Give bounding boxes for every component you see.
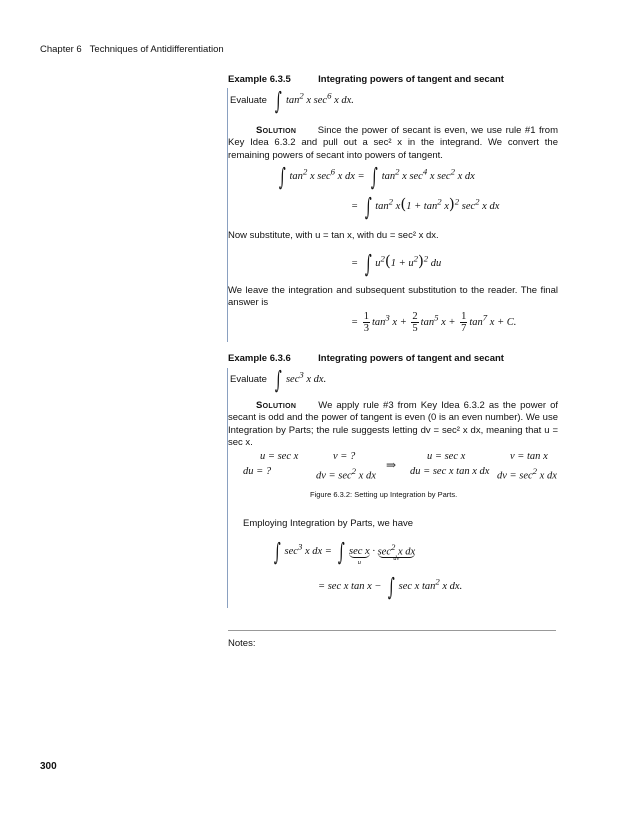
solution-text: We apply rule #3 from Key Idea 6.3.2 as the power of secant is odd and the power of tangent is even (0 is an even number). We use Integration by Parts; the rule suggests letting dv = sec² x dx, meaning that u = sec x.	[228, 400, 558, 448]
example-number: Example 6.3.5	[228, 74, 291, 85]
example-title: Integrating powers of tangent and secant	[318, 353, 504, 364]
brace-label-dv: dv	[393, 554, 400, 562]
example-heading	[228, 74, 504, 85]
equation-line: = sec x tan x − ∫ sec x $\tan^2 x$ dx.	[318, 573, 463, 601]
solution-label: Solution	[256, 400, 297, 411]
example-prompt	[230, 366, 326, 394]
employing-text: Employing Integration by Parts, we have	[243, 518, 414, 529]
example-title: Integrating powers of tangent and secant	[318, 74, 504, 85]
solution-paragraph	[228, 400, 558, 449]
figure-du-left: du = ?	[243, 466, 272, 477]
chapter-title: Techniques of Antidifferentiation	[89, 44, 224, 55]
notes-divider	[228, 630, 556, 631]
example-prompt	[230, 87, 354, 115]
implies-arrow-icon: ⇒	[386, 458, 397, 472]
example-number: Example 6.3.6	[228, 353, 291, 364]
equation-line: = ∫ $\tan^2 x(1 + \tan^2 x)^2$ $\sec^2 x$ dx	[351, 193, 500, 221]
equation-line: ∫ $\sec^3 x$ dx = ∫ sec x u · $\sec^2 x$ dx dv	[273, 538, 416, 566]
solution-text: Since the power of secant is even, we use rule #1 from Key Idea 6.3.2 and pull out a sec² x in the integrand. We convert the remaining powers of secant into powers of tangent.	[228, 125, 559, 161]
equation-line: = ∫ $u^2(1 + u^2)^2$ du	[351, 250, 442, 278]
figure-dv-right: dv = $\sec^2 x$ dx	[497, 466, 557, 482]
integral-expression: ∫ $\sec^3 x$ dx.	[275, 366, 327, 394]
brace-label-u: u	[357, 559, 361, 566]
page-number: 300	[40, 761, 57, 772]
final-answer-equation: = $\frac{1}{3}$ $\tan^3 x$ + $\frac{2}{5}$ $\tan^5 x$ + $\frac{1}{7}$ $\tan^7 x + C$.	[351, 311, 517, 334]
integral-expression: ∫ $\tan^2 x$ $\sec^6 x$ dx.	[275, 87, 354, 115]
substitute-text: Now substitute, with u = tan x, with du = sec² x dx.	[228, 230, 439, 241]
evaluate-label: Evaluate	[230, 374, 267, 385]
figure-v-left: v = ?	[333, 451, 356, 462]
figure-v-right: v = tan x	[510, 451, 548, 462]
solution-paragraph	[228, 125, 558, 162]
example-heading	[228, 353, 504, 364]
solution-label: Solution	[256, 125, 297, 136]
chapter-header	[40, 44, 224, 55]
notes-label: Notes:	[228, 638, 256, 649]
chapter-number: Chapter 6	[40, 44, 82, 55]
figure-u-right: u = sec x	[427, 451, 466, 462]
final-answer-text: We leave the integration and subsequent substitution to the reader. The final answer is	[228, 285, 558, 309]
figure-caption: Figure 6.3.2: Setting up Integration by Parts.	[310, 490, 458, 499]
figure-dv-left: dv = $\sec^2 x$ dx	[316, 466, 376, 482]
figure-u-left: u = sec x	[260, 451, 299, 462]
evaluate-label: Evaluate	[230, 95, 267, 106]
equation-line: ∫ $\tan^2 x$ $\sec^6 x$ dx = ∫ $\tan^2 x$ $\sec^4 x$ $\sec^2 x$ dx	[278, 163, 475, 191]
figure-du-right: du = sec x tan x dx	[410, 466, 490, 477]
